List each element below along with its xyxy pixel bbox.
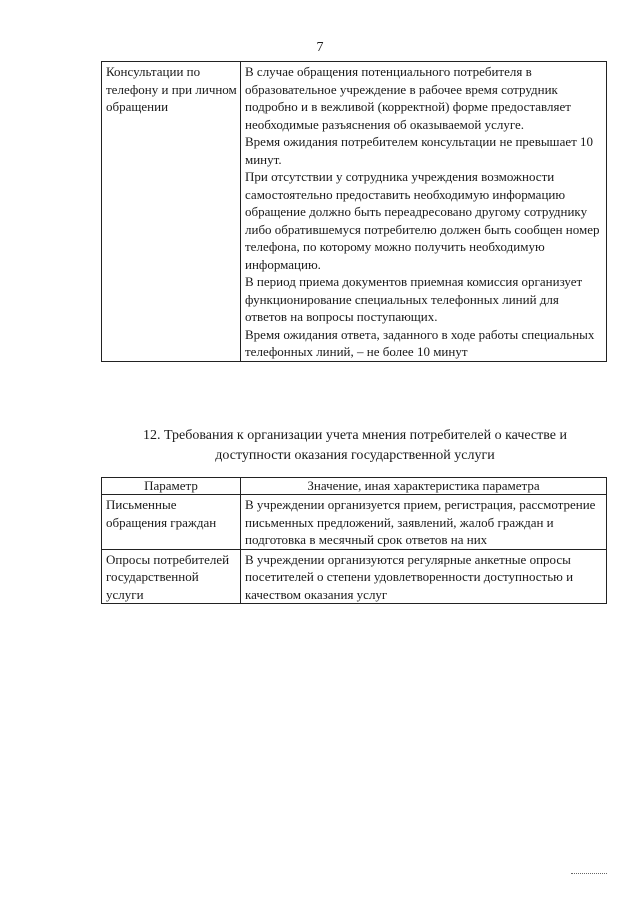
page-number: 7 [316,40,324,55]
value-cell: В учреждении организуются регулярные анкетные опросы посетителей о степени удовлетворенности доступностью и качеством оказания услуг [241,549,607,604]
table-row [102,62,607,362]
paragraph: При отсутствии у сотрудника учреждения возможности самостоятельно предоставить необходимую информацию обращение должно быть переадресовано другому сотруднику либо обратившемуся потребителю должен быть сообщен номер телефона, по которому можно получить необходимую информацию. [245,169,600,272]
section-heading-line: 12. Требования к организации учета мнения потребителей о качестве и [143,428,567,443]
parameter-cell: Письменные обращения граждан [102,495,241,550]
table-row [102,549,607,604]
table-row [102,495,607,550]
value-cell: В учреждении организуется прием, регистрация, рассмотрение письменных предложений, заявлений, жалоб граждан и подготовка в месячный срок ответов на них [241,495,607,550]
section-heading-line: доступности оказания государственной услуги [215,448,495,463]
paragraph: В случае обращения потенциального потребителя в образовательное учреждение в рабочее время сотрудник подробно и в вежливой (корректной) форме предоставляет необходимые разъяснения об оказываемой услуге. [245,64,571,132]
section-heading [100,426,610,466]
paragraph: Время ожидания потребителем консультации не превышает 10 минут. [245,134,594,167]
paragraph: Время ожидания ответа, заданного в ходе работы специальных телефонных линий, – не более 10 минут [245,326,595,359]
value-cell [241,62,607,362]
column-header-parameter: Параметр [102,478,241,495]
paragraph: В период приема документов приемная комиссия организует функционирование специальных телефонных линий для ответов на вопросы поступающих. [245,274,583,324]
consultation-table [101,61,607,362]
table-header-row [102,478,607,495]
parameter-cell: Консультации по телефону и при личном обращении [102,62,241,362]
column-header-value: Значение, иная характеристика параметра [241,478,607,495]
scan-mark [571,873,607,874]
parameter-cell: Опросы потребителей государственной услуги [102,549,241,604]
feedback-requirements-table [101,477,607,604]
